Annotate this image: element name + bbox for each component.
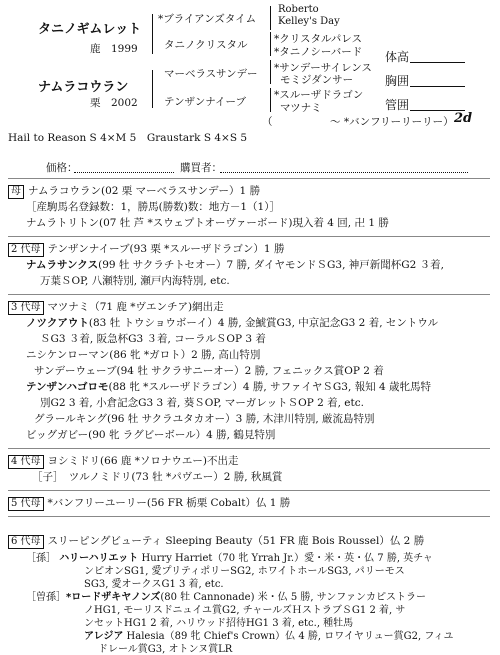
- dam6-grandchild-cont-1: ンピオンSG1, 愛プリティポリーSG2, ホワイトホールSG3, パリーモス: [84, 566, 405, 577]
- dam3-grandchild-2: グラールキング(96 牡 サクラユタカオー）3 勝, 木津川特別, 厳流島特別: [34, 413, 375, 425]
- tree-line: [270, 88, 271, 112]
- measure-height-label: 体高: [385, 50, 410, 64]
- pedigree-ssd: Kelley's Day: [278, 16, 340, 27]
- dam3-grandchild-1: サンデーウェーブ(94 牡 サクラサニーオー）2 勝, フェニックス賞OP 2 着: [34, 365, 384, 377]
- family-grade: 2d: [454, 111, 473, 126]
- dam6-great-grandchild-2: アレジア Halesia（89 牝 Chief's Crown）仏 4 勝, ロワイヤリュー賞G2, フィユ: [84, 631, 454, 642]
- section-tag: 4 代母: [8, 455, 44, 469]
- dam-info: 栗 2002: [90, 97, 138, 109]
- sire-info: 鹿 1999: [90, 43, 138, 55]
- divider: [8, 516, 490, 517]
- tree-line: [152, 14, 153, 54]
- pedigree-dsd: モミジダンサー: [280, 74, 354, 86]
- pedigree-dds: *スルーザドラゴン: [274, 89, 364, 101]
- dam-stats: ［産駒馬名登録数：1，勝馬(勝数)数：地方－1（1）］: [26, 201, 280, 213]
- divider: [8, 178, 490, 179]
- section-tag: 母: [8, 185, 24, 199]
- dam2-offspring-cont: 万葉ＳOP, 八瀬特別, 瀬戸内海特別, etc.: [40, 275, 230, 287]
- tree-line: [270, 60, 271, 84]
- section-tag: 5 代母: [8, 497, 44, 511]
- section-tag: 2 代母: [8, 243, 44, 257]
- section-4th-dam: [8, 453, 239, 469]
- divider: [8, 490, 490, 491]
- dam-offspring: ナムラトリトン(07 牡 芦 *スウェプトオーヴァーボード)現入着 4 回, 卍 1 勝: [26, 217, 389, 229]
- dam2-offspring: ナムラサンクス(99 牡 サクラチトセオー）7 勝, ダイヤモンドＳG3, 神戸新聞杯G2 ３着,: [26, 259, 445, 271]
- dam-line: ナムラコウラン(02 栗 マーベラスサンデー）1 勝: [28, 185, 261, 197]
- price-label: 価格：: [46, 162, 78, 174]
- inbreeding: Hail to Reason S 4×M 5 Graustark S 4×S 5: [8, 132, 248, 144]
- dam4-line: ヨシミドリ(66 鹿 *ソロナウエー)不出走: [47, 455, 239, 467]
- dam3-offspring-3-cont: 別G2 3 着, 小倉記念G3 3 着, 葵ＳOP, マーガレットＳOP 2 着, etc.: [40, 397, 364, 409]
- tree-line: [152, 70, 153, 108]
- dam6-grandchild-cont-2: SG3, 愛オークスG1 3 着, etc.: [84, 579, 224, 590]
- dam5-line: *バンフリーユーリー(56 FR 栃栗 Cobalt）仏 1 勝: [47, 497, 291, 509]
- dam6-great-grandchild-cont-1: ノHG1, モーリスドニュイユ賞G2, チャールズＨストラブＳG1 2 着, サ: [84, 605, 406, 616]
- price-field[interactable]: [74, 172, 174, 174]
- pedigree-sdd: *タニノシーバード: [274, 46, 363, 58]
- divider: [8, 294, 490, 295]
- section-2nd-dam: [8, 241, 284, 257]
- dam3-offspring-3: テンザンハゴロモ(88 牝 *スルーザドラゴン）4 勝, サファイヤＳG3, 報知 4 歳牝馬特: [26, 381, 431, 393]
- family-line: ～ *バンフリーリーリー）: [330, 116, 454, 128]
- tree-line: [270, 6, 271, 30]
- dam6-great-grandchild: ［曽孫］*ロードザキヤノンズ(80 牡 Cannonade) 米・仏 5 勝, サンファンカピストラー: [26, 592, 427, 603]
- section-5th-dam: [8, 495, 290, 511]
- dam3-line: マツナミ（71 鹿 *ヴエンチア)網出走: [47, 301, 224, 313]
- divider: [8, 448, 490, 449]
- section-6th-dam: [8, 533, 424, 549]
- buyer-field[interactable]: [220, 172, 468, 174]
- pedigree-sss: Roberto: [278, 4, 319, 15]
- sire-name: タニノギムレット: [38, 22, 142, 37]
- pedigree-dss: *サンデーサイレンス: [274, 62, 372, 74]
- measure-cannon-label: 管囲: [385, 98, 410, 112]
- measure-girth-field[interactable]: [410, 86, 465, 87]
- tree-line: [270, 32, 271, 56]
- dam3-offspring-1-cont: ＳG3 ３着, 阪急杯G3 ３着, コーラルＳOP 3 着: [40, 333, 266, 345]
- dam6-grandchild: ［孫］ ハリーハリエット Hurry Harriet（70 牝 Yrrah Jr.）愛・米・英・仏 7 勝, 英チャ: [26, 553, 433, 564]
- dam6-great-grandchild-cont-2: ンセットHG1 2 着, ハリウッド招待HG1 3 着, etc., 種牡馬: [84, 618, 354, 629]
- section-tag: 3 代母: [8, 301, 44, 315]
- pedigree-ds: マーベラスサンデー: [164, 68, 258, 80]
- section-dam: [8, 183, 260, 199]
- pedigree-sds: *クリスタルパレス: [274, 33, 362, 45]
- dam3-offspring-1: ノツクアウト(83 牡 トウショウボーイ）4 勝, 金鯱賞G3, 中京記念G3 2 着, セントウル: [26, 317, 439, 329]
- line5-paren: （: [262, 116, 273, 128]
- dam6-great-grandchild-2-cont: ドレール賞G3, オトンヌ賞LR: [98, 644, 233, 655]
- pedigree-dd: テンザンナイーブ: [164, 96, 247, 108]
- measure-height-field[interactable]: [410, 62, 465, 63]
- dam3-offspring-4: ビッグガビー(90 牝 ラグビーボール）4 勝, 鶴見特別: [26, 429, 276, 441]
- pedigree-ss: *ブライアンズタイム: [158, 13, 257, 25]
- divider: [8, 236, 490, 237]
- section-tag: 6 代母: [8, 535, 44, 549]
- dam-name: ナムラコウラン: [38, 80, 129, 95]
- dam2-line: テンザンナイーブ(93 栗 *スルーザドラゴン）1 勝: [47, 243, 285, 255]
- pedigree-sd: タニノクリスタル: [164, 39, 248, 51]
- dam4-offspring: ［子］ ツルノミドリ(73 牡 *パヴエー）2 勝, 秋風賞: [32, 471, 283, 483]
- section-3rd-dam: [8, 299, 224, 315]
- dam6-line: スリーピングビューティ Sleeping Beauty（51 FR 鹿 Bois Roussel）仏 2 勝: [47, 535, 425, 547]
- pedigree-ddd: マツナミ: [280, 102, 322, 114]
- dam3-offspring-2: ニシケンローマン(86 牝 *ガロト）2 勝, 高山特別: [26, 349, 261, 361]
- measure-girth-label: 胸囲: [385, 74, 410, 88]
- buyer-label: 購買者：: [180, 162, 222, 174]
